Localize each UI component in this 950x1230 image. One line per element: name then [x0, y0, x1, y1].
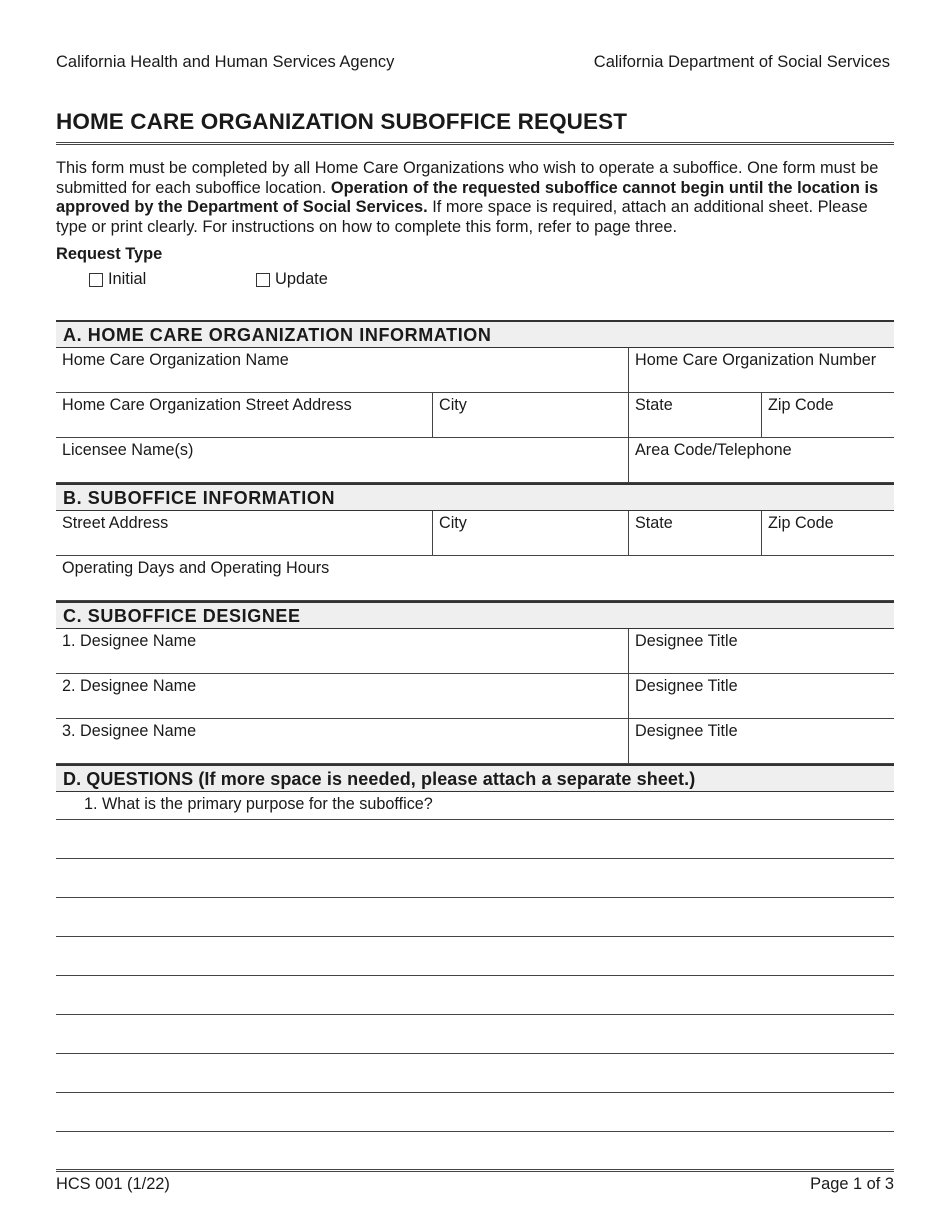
org-zip-field[interactable]: Zip Code [761, 393, 894, 437]
intro-text-2: If more space is required, attach an additional sheet. Please type or print clearly. For instructions on how to complete this form, refer to page three. [56, 198, 868, 237]
designee-row [56, 719, 894, 764]
intro-bold-text: Operation of the requested suboffice cannot begin until the location is approved by the Department of Social Services. [56, 178, 879, 217]
request-form [56, 320, 894, 1132]
suboffice-city-field[interactable]: City [432, 511, 628, 555]
suboffice-zip-field[interactable]: Zip Code [761, 511, 894, 555]
answer-line[interactable] [56, 1054, 894, 1093]
intro-text-1: This form must be completed by all Home Care Organizations who wish to operate a suboffice. One form must be submitted for each suboffice location. [56, 159, 879, 197]
answer-line[interactable] [56, 1015, 894, 1054]
checkbox-square-icon[interactable] [256, 273, 270, 287]
intro-paragraph [56, 159, 901, 238]
update-checkbox[interactable] [256, 270, 328, 289]
designee-2-title-field[interactable]: Designee Title [628, 674, 894, 718]
suboffice-street-field[interactable]: Street Address [62, 514, 169, 532]
request-type-label: Request Type [56, 245, 163, 263]
department-name: California Department of Social Services [593, 53, 890, 71]
designee-1-title-field[interactable]: Designee Title [628, 629, 894, 673]
checkbox-square-icon[interactable] [89, 273, 103, 287]
org-address-row [56, 393, 894, 438]
org-name-row [56, 348, 894, 393]
section-c-header: C. SUBOFFICE DESIGNEE [56, 601, 894, 629]
section-b-header: B. SUBOFFICE INFORMATION [56, 483, 894, 511]
answer-line[interactable] [56, 859, 894, 898]
designee-row [56, 674, 894, 719]
answer-line[interactable] [56, 1093, 894, 1132]
designee-3-title-field[interactable]: Designee Title [628, 719, 894, 763]
operating-hours-field[interactable]: Operating Days and Operating Hours [62, 559, 330, 577]
answer-line[interactable] [56, 898, 894, 937]
designee-1-name-field[interactable]: 1. Designee Name [62, 632, 197, 650]
hours-row [56, 556, 894, 601]
licensee-field[interactable]: Licensee Name(s) [62, 441, 194, 459]
answer-line[interactable] [56, 976, 894, 1015]
update-checkbox-label: Update [275, 270, 328, 288]
licensee-row [56, 438, 894, 483]
org-number-field[interactable]: Home Care Organization Number [628, 348, 894, 392]
designee-2-name-field[interactable]: 2. Designee Name [62, 677, 197, 695]
org-name-field[interactable]: Home Care Organization Name [62, 351, 289, 369]
section-d-header: D. QUESTIONS (If more space is needed, please attach a separate sheet.) [56, 764, 894, 792]
question-1: 1. What is the primary purpose for the suboffice? [56, 792, 894, 820]
footer-rule [56, 1169, 894, 1172]
section-a-header: A. HOME CARE ORGANIZATION INFORMATION [56, 320, 894, 348]
initial-checkbox[interactable] [89, 270, 146, 289]
form-id: HCS 001 (1/22) [56, 1175, 170, 1193]
suboffice-address-row [56, 511, 894, 556]
org-street-field[interactable]: Home Care Organization Street Address [62, 396, 352, 414]
org-city-field[interactable]: City [432, 393, 628, 437]
page-number: Page 1 of 3 [810, 1175, 894, 1193]
designee-row [56, 629, 894, 674]
answer-line[interactable] [56, 937, 894, 976]
page-title: HOME CARE ORGANIZATION SUBOFFICE REQUEST [56, 109, 628, 134]
agency-name: California Health and Human Services Agency [56, 53, 395, 71]
title-rule [56, 142, 894, 145]
phone-field[interactable]: Area Code/Telephone [628, 438, 894, 482]
suboffice-state-field[interactable]: State [628, 511, 761, 555]
org-state-field[interactable]: State [628, 393, 761, 437]
initial-checkbox-label: Initial [108, 270, 147, 288]
answer-line[interactable] [56, 820, 894, 859]
designee-3-name-field[interactable]: 3. Designee Name [62, 722, 197, 740]
